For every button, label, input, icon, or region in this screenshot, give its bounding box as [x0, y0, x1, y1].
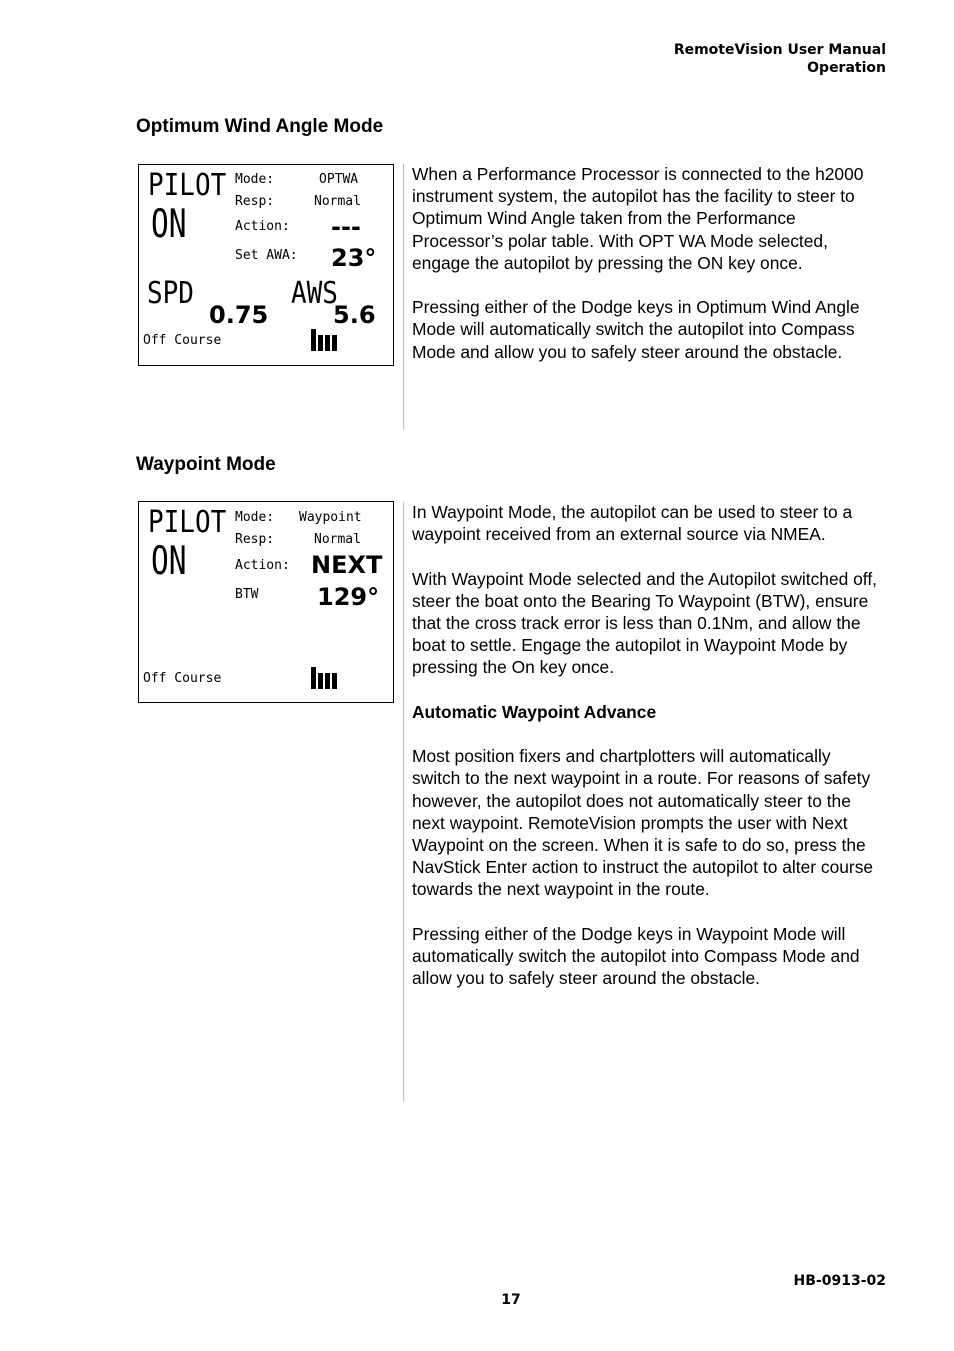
paragraph: When a Performance Processor is connected to the h2000 instrument system, the autopilot has the facility to steer to Optimum Wind Angle taken from the Performance Processor’s polar table. With OPT WA Mode selected, engage the autopilot by pressing the ON key once. — [412, 164, 864, 273]
page-header — [674, 41, 886, 77]
section2-body — [412, 501, 882, 1012]
paragraph: Pressing either of the Dodge keys in Waypoint Mode will automatically switch the autopilot into Compass Mode and allow you to safely steer around the obstacle. — [412, 923, 860, 989]
display-set-awa-label: Set AWA: — [235, 248, 298, 263]
paragraph: With Waypoint Mode selected and the Autopilot switched off, steer the boat onto the Bearing To Waypoint (BTW), ensure that the cross track error is less than 0.1Nm, and allow the boat to settle. Engage the autopilot in Waypoint Mode by pressing the On key once. — [412, 568, 877, 678]
header-title: RemoteVision User Manual — [673, 42, 886, 58]
paragraph: Pressing either of the Dodge keys in Optimum Wind Angle Mode will automatically switch the autopilot into Compass Mode and allow you to safely steer around the obstacle. — [412, 297, 860, 362]
display-mode-label: Mode: — [235, 510, 275, 525]
section-title-optimum-wind-angle: Optimum Wind Angle Mode — [136, 116, 384, 137]
display-spd-label: SPD — [147, 276, 194, 312]
display-pilot-state: ON — [151, 201, 187, 247]
display-btw-value: 129° — [317, 583, 380, 611]
display-action-label: Action: — [235, 558, 290, 573]
section1-body — [412, 163, 882, 385]
display-resp-value: Normal — [314, 194, 361, 209]
display-pilot-label: PILOT — [148, 505, 227, 541]
signal-bars-icon — [311, 329, 337, 351]
paragraph: In Waypoint Mode, the autopilot can be used to steer to a waypoint received from an external source via NMEA. — [412, 502, 853, 545]
display-aws-value: 5.6 — [333, 301, 376, 329]
column-divider — [403, 164, 404, 430]
display-mode-value: Waypoint — [299, 510, 362, 525]
display-spd-value: 0.75 — [209, 301, 269, 329]
autopilot-display-optwa — [138, 164, 394, 366]
display-mode-value: OPTWA — [319, 172, 359, 187]
display-pilot-state: ON — [151, 538, 187, 584]
display-aws-label: AWS — [291, 276, 338, 312]
display-resp-value: Normal — [314, 532, 361, 547]
display-action-label: Action: — [235, 219, 290, 234]
display-btw-label: BTW — [235, 587, 259, 602]
display-resp-label: Resp: — [235, 194, 275, 209]
section-title-waypoint-mode: Waypoint Mode — [136, 454, 276, 475]
header-subtitle: Operation — [807, 60, 886, 76]
page-number: 17 — [501, 1292, 521, 1308]
autopilot-display-waypoint — [138, 501, 394, 703]
display-action-value: --- — [331, 213, 361, 241]
subheading: Automatic Waypoint Advance — [412, 701, 657, 722]
paragraph: Most position fixers and chartplotters will automatically switch to the next waypoint in a route. For reasons of safety however, the autopilot does not automatically steer to the next waypoint. RemoteVision prompts the user with Next Waypoint on the screen. When it is safe to do so, press the NavStick Enter action to instruct the autopilot to alter course towards the next waypoint in the route. — [412, 746, 874, 900]
display-resp-label: Resp: — [235, 532, 275, 547]
display-off-course-label: Off Course — [143, 333, 222, 348]
display-set-awa-value: 23° — [331, 244, 377, 272]
display-mode-label: Mode: — [235, 172, 275, 187]
signal-bars-icon — [311, 667, 337, 689]
display-pilot-label: PILOT — [148, 168, 227, 204]
column-divider — [403, 502, 404, 1102]
display-action-value: NEXT — [311, 551, 383, 579]
display-off-course-label: Off Course — [143, 671, 222, 686]
document-code: HB-0913-02 — [793, 1273, 886, 1289]
